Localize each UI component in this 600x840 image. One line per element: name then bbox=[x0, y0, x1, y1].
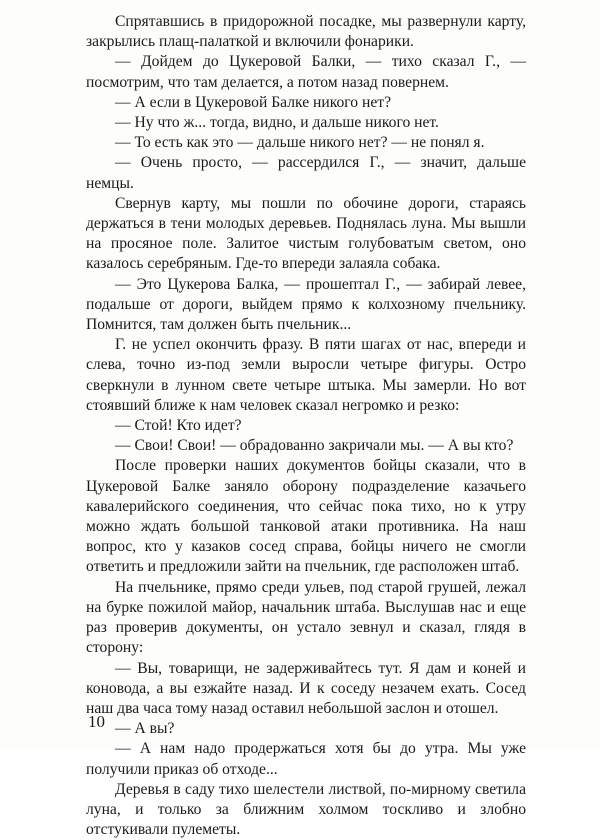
paragraph: Деревья в саду тихо шелестели листвой, по-мирному светила луна, и только за ближним холмом тоскливо и злобно отстукивали пулеметы. bbox=[86, 780, 526, 839]
paragraph: — Свои! Свои! — обрадованно закричали мы. — А вы кто? bbox=[115, 437, 514, 455]
paragraph: — Стой! Кто идет? bbox=[115, 417, 242, 435]
paragraph: Г. не успел окончить фразу. В пяти шагах от нас, впереди и слева, точно из-под земли выросли четыре фигуры. Остро сверкнули в лунном свете четыре штыка. Мы замерли. Но вот стоявший ближе к нам человек сказал негромко и резко: bbox=[86, 336, 526, 414]
paragraph: — Дойдем до Цукеровой Балки, — тихо сказал Г., — посмотрим, что там делается, а потом назад повернем. bbox=[86, 53, 526, 91]
paragraph: — То есть как это — дальше никого нет? — не понял я. bbox=[115, 134, 485, 152]
paragraph: — Это Цукерова Балка, — прошептал Г., — забирай левее, подальше от дороги, выйдем прямо к колхозному пчельнику. Помнится, там должен быть пчельник... bbox=[86, 275, 526, 334]
paragraph: — Вы, товарищи, не задерживайтесь тут. Я дам и коней и коновода, а вы езжайте назад. И к соседу незачем ехать. Сосед наш два часа тому назад оставил небольшой заслон и отошел. bbox=[86, 659, 526, 717]
paragraph: Свернув карту, мы пошли по обочине дороги, стараясь держаться в тени молодых деревьев. Поднялась луна. Мы вышли на просяное поле. Залитое чистым голубоватым светом, оно казалось серебряным. Где-то впереди залаяла собака. bbox=[86, 194, 526, 273]
page-text bbox=[86, 12, 526, 840]
paragraph: На пчельнике, прямо среди ульев, под старой грушей, лежал на бурке пожилой майор, начальник штаба. Выслушав нас и еще раз проверив документы, он устало зевнул и сказал, глядя в сторону: bbox=[86, 578, 526, 657]
page-number: 10 bbox=[88, 712, 105, 731]
paragraph: — А вы? bbox=[115, 720, 175, 738]
paragraph: Спрятавшись в придорожной посадке, мы развернули карту, закрылись плащ-палаткой и включили фонарики. bbox=[86, 13, 526, 51]
paragraph: — А нам надо продержаться хотя бы до утра. Мы уже получили приказ об отходе... bbox=[86, 740, 526, 778]
paragraph: — А если в Цукеровой Балке никого нет? bbox=[115, 93, 392, 111]
paragraph: После проверки наших документов бойцы сказали, что в Цукеровой Балке заняло оборону подразделение казачьего кавалерийского соединения, что сейчас пока тихо, но к утру можно ждать большой танковой атаки противника. На наш вопрос, кто у казаков сосед справа, бойцы ничего не смогли ответить и предложили зайти на пчельник, где расположен штаб. bbox=[86, 457, 526, 576]
paragraph: — Ну что ж... тогда, видно, и дальше никого нет. bbox=[115, 114, 439, 132]
paragraph: — Очень просто, — рассердился Г., — значит, дальше немцы. bbox=[86, 154, 526, 192]
